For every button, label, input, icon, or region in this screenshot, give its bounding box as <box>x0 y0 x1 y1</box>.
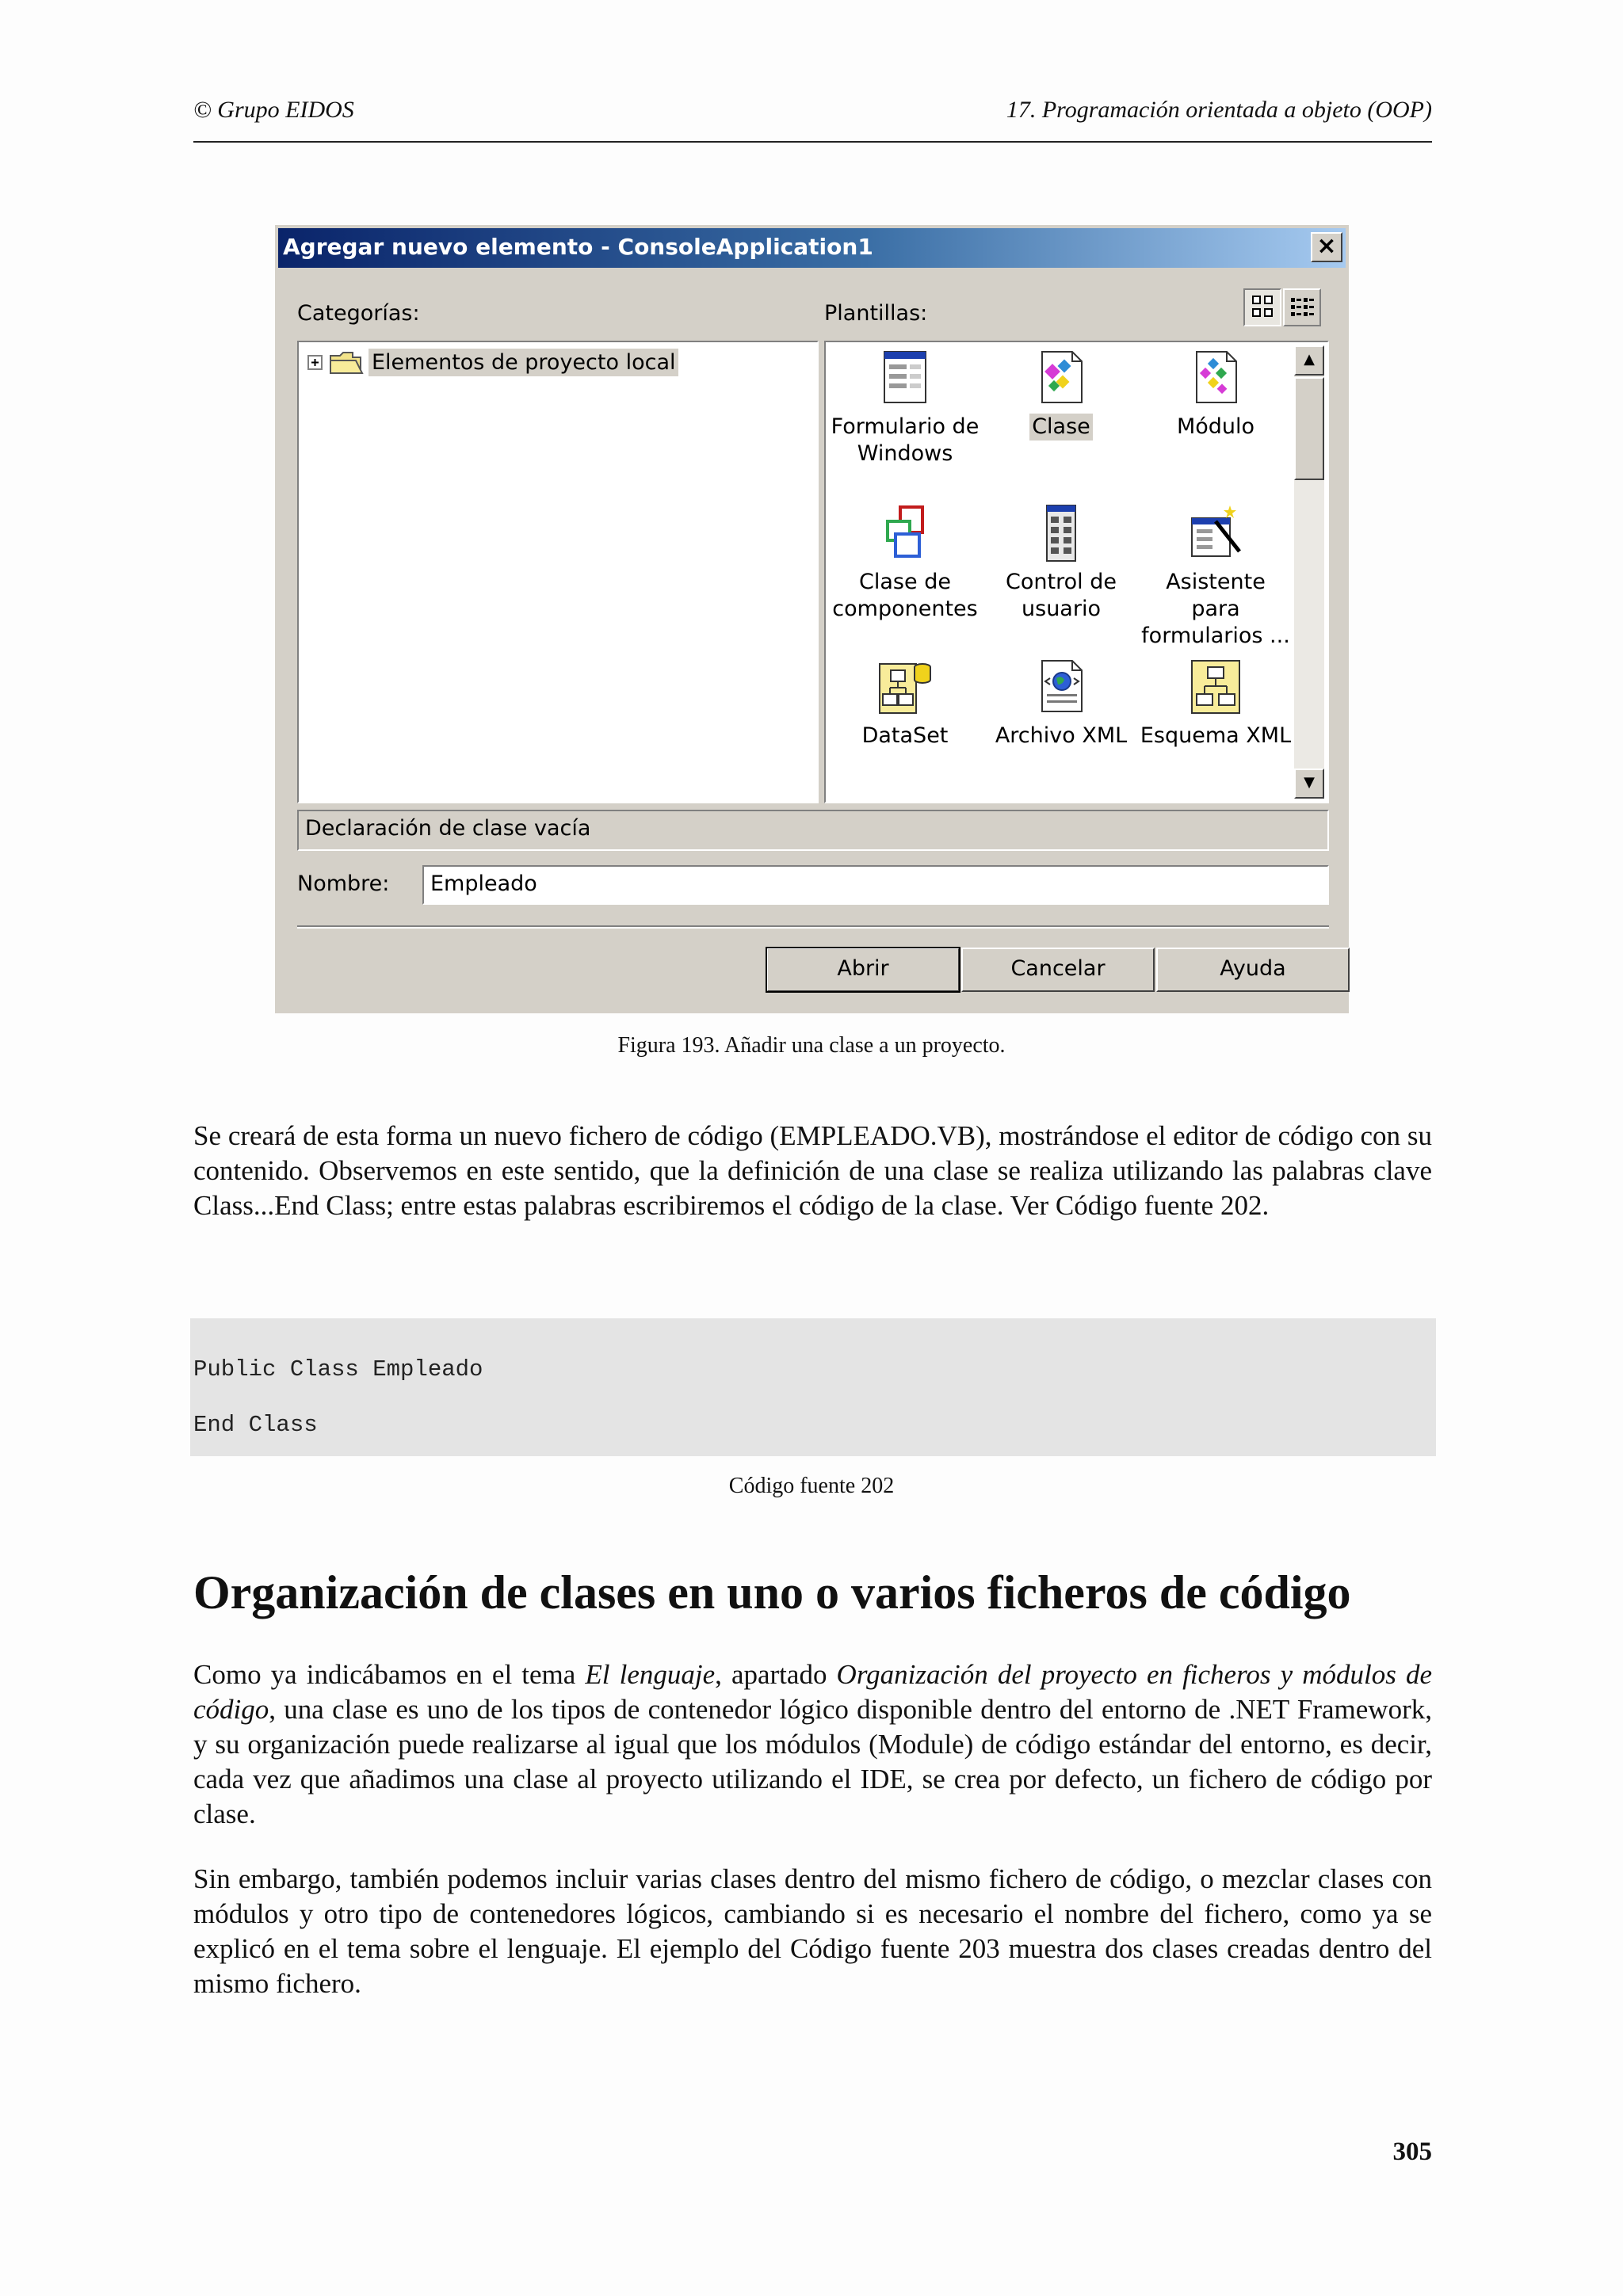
paragraph-text: Como ya indicábamos en el tema <box>193 1659 586 1690</box>
template-label: componentes <box>832 597 978 621</box>
template-label: formularios ... <box>1141 624 1290 648</box>
code-line: Public Class Empleado <box>193 1356 483 1383</box>
dialog-separator <box>297 925 1329 929</box>
close-button[interactable]: × <box>1311 232 1342 262</box>
code-line: End Class <box>193 1412 318 1438</box>
folder-icon <box>329 349 364 376</box>
templates-scrollbar[interactable] <box>1294 345 1324 799</box>
code-caption: Código fuente 202 <box>728 1474 895 1498</box>
template-label: usuario <box>1022 597 1101 621</box>
small-icons-view-button[interactable] <box>1283 288 1321 326</box>
expand-icon[interactable] <box>307 354 324 372</box>
large-icons-view-button[interactable] <box>1243 288 1281 326</box>
template-xml-schema[interactable] <box>1136 656 1295 749</box>
paragraph-text: , apartado <box>715 1659 837 1690</box>
template-windows-form[interactable] <box>826 347 984 467</box>
tree-item-label: Elementos de proyecto local <box>369 349 678 376</box>
template-label: Módulo <box>1176 414 1255 439</box>
module-icon <box>1184 347 1247 407</box>
code-block <box>190 1318 1436 1456</box>
templates-pane[interactable] <box>824 341 1329 803</box>
template-label: Clase de <box>859 570 951 594</box>
paragraph: Sin embargo, también podemos incluir varias clases dentro del mismo fichero de código, o mezclar clases con módulos y otro tipo de contenedores lógicos, cambiando si es necesario el nombre del fichero, como ya se explicó en el tema sobre el lenguaje. El ejemplo del Código fuente 203 muestra dos clases creadas dentro del mismo fichero. <box>193 1863 1432 1999</box>
categories-label: Categorías: <box>297 301 420 326</box>
template-component-class[interactable] <box>826 502 984 623</box>
cancel-button[interactable]: Cancelar <box>961 948 1155 992</box>
template-label: Asistente para <box>1166 570 1266 621</box>
tree-item-local-project[interactable] <box>307 349 678 376</box>
categories-tree[interactable] <box>297 341 819 803</box>
figure-caption: Figura 193. Añadir una clase a un proyecto. <box>617 1033 1006 1058</box>
paragraph <box>193 1657 1432 1832</box>
page-number: 305 <box>1392 2138 1432 2166</box>
xml-schema-icon <box>1184 656 1247 716</box>
template-xml-file[interactable] <box>982 656 1140 749</box>
dialog-title: Agregar nuevo elemento - ConsoleApplication1 <box>283 234 873 260</box>
template-label: Esquema XML <box>1140 723 1292 748</box>
running-header <box>193 93 1432 143</box>
template-description: Declaración de clase vacía <box>297 810 1329 851</box>
name-input[interactable]: Empleado <box>422 865 1329 905</box>
paragraph: Se creará de esta forma un nuevo fichero de código (EMPLEADO.VB), mostrándose el editor de código con su contenido. Observemos en este sentido, que la definición de una clase se realiza utilizando las palabras clave Class...End Class; entre estas palabras escribiremos el código de la clase. Ver Código fuente 202. <box>193 1120 1432 1221</box>
class-icon <box>1029 347 1093 407</box>
template-label: Control de <box>1006 570 1117 594</box>
help-button[interactable]: Ayuda <box>1156 948 1350 992</box>
form-wizard-icon <box>1184 502 1247 563</box>
user-control-icon <box>1029 502 1093 563</box>
templates-label: Plantillas: <box>824 301 928 326</box>
template-dataset[interactable] <box>826 656 984 749</box>
template-label: Formulario de <box>831 414 980 439</box>
section-heading: Organización de clases en uno o varios ficheros de código <box>193 1566 1351 1619</box>
dialog-titlebar[interactable] <box>278 228 1346 268</box>
header-publisher: © Grupo EIDOS <box>193 97 354 123</box>
template-label: DataSet <box>861 723 949 748</box>
add-new-item-dialog <box>275 225 1349 1013</box>
paragraph-text: , una clase es uno de los tipos de contenedor lógico disponible dentro del entorno de .NET Framework, y su organización puede realizarse al igual que los módulos (Module) de código estándar del entorno, es decir, cada vez que añadimos una clase al proyecto utilizando el IDE, se crea por defecto, un fichero de código por clase. <box>193 1694 1432 1829</box>
template-form-wizard[interactable] <box>1136 502 1295 650</box>
scroll-thumb[interactable] <box>1294 377 1324 480</box>
name-label: Nombre: <box>297 871 390 896</box>
template-class[interactable] <box>982 347 1140 441</box>
scroll-down-button[interactable]: ▼ <box>1294 769 1324 799</box>
dataset-icon <box>873 656 937 716</box>
template-label: Windows <box>857 441 953 466</box>
open-button[interactable]: Abrir <box>766 948 960 992</box>
component-class-icon <box>873 502 937 563</box>
paragraph-italic: Organización del proyecto en ficheros y módulos de código <box>193 1659 1433 1725</box>
template-module[interactable] <box>1136 347 1295 441</box>
template-user-control[interactable] <box>982 502 1140 623</box>
template-label: Archivo XML <box>995 723 1128 748</box>
header-chapter: 17. Programación orientada a objeto (OOP) <box>1006 97 1432 123</box>
large-icons-icon <box>1245 290 1280 325</box>
small-icons-icon <box>1285 290 1319 325</box>
xml-file-icon <box>1029 656 1093 716</box>
template-label: Clase <box>1029 414 1093 441</box>
paragraph-italic: El lenguaje <box>585 1659 716 1690</box>
scroll-up-button[interactable]: ▲ <box>1294 345 1324 376</box>
windows-form-icon <box>873 347 937 407</box>
